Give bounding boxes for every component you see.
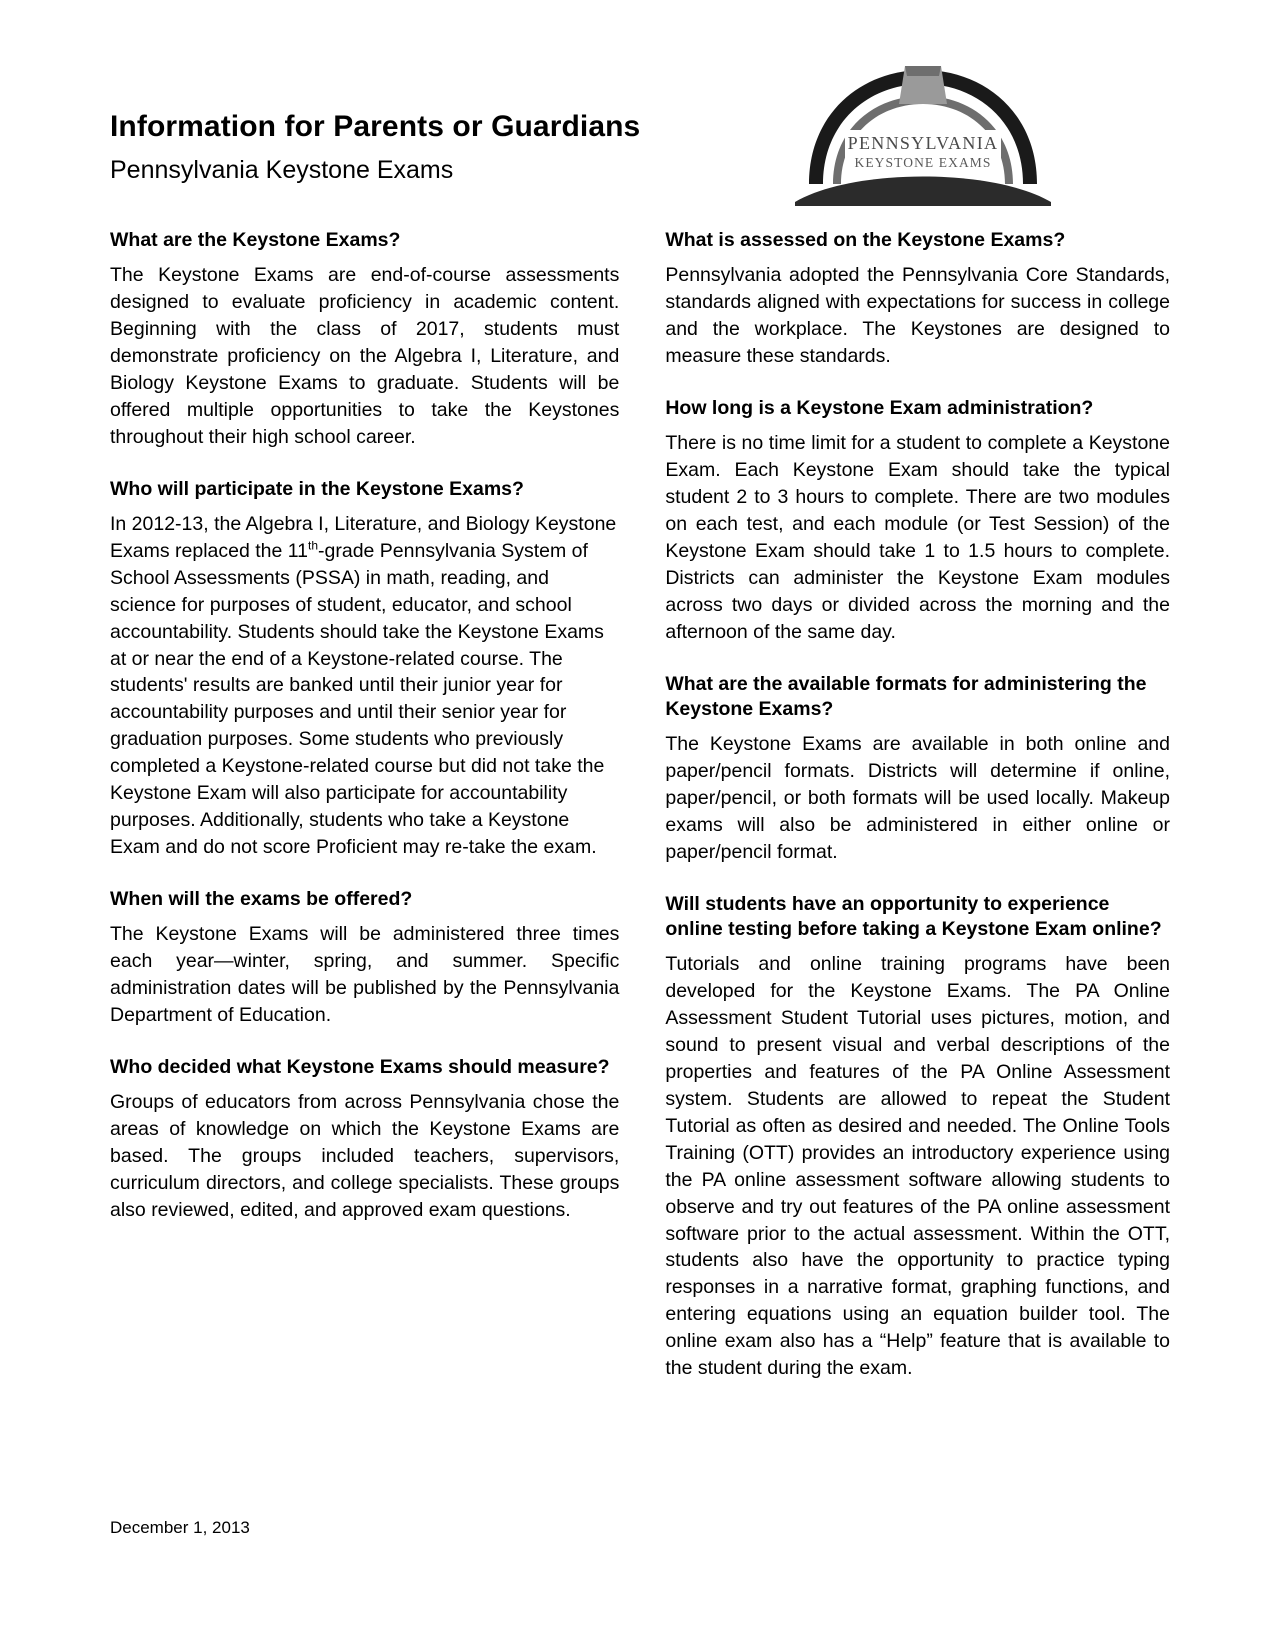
faq-item <box>110 228 619 451</box>
faq-question: What are the available formats for administering the Keystone Exams? <box>665 672 1147 720</box>
svg-text:KEYSTONE EXAMS: KEYSTONE EXAMS <box>854 155 992 170</box>
faq-question: Will students have an opportunity to experience online testing before taking a Keystone Exam online? <box>665 892 1162 941</box>
faq-item <box>110 477 619 861</box>
faq-answer: There is no time limit for a student to complete a Keystone Exam. Each Keystone Exam should take the typical student 2 to 3 hours to complete. There are two modules on each test, and each module (or Test Session) of the Keystone Exam should take 1 to 1.5 hours to complete. Districts can administer the Keystone Exam modules across two days or divided across the morning and the afternoon of the same day. <box>665 432 1170 643</box>
faq-answer-pre: In 2012-13, the Algebra I, Literature, and Biology Keystone Exams replaced the 11 <box>110 513 617 562</box>
faq-item <box>110 1055 619 1224</box>
document-header <box>110 96 1165 246</box>
faq-answer: The Keystone Exams will be administered three times each year—winter, spring, and summer. Specific administration dates will be published by the Pennsylvania Department of Education. <box>110 923 620 1026</box>
faq-answer: The Keystone Exams are end-of-course assessments designed to evaluate proficiency in academic content. Beginning with the class of 2017, students must demonstrate proficiency on the Algebra I, Literature, and Biology Keystone Exams to graduate. Students will be offered multiple opportunities to take the Keystones throughout their high school career. <box>110 264 620 448</box>
faq-question: How long is a Keystone Exam administration? <box>665 396 1094 419</box>
faq-answer: Tutorials and online training programs have been developed for the Keystone Exams. The PA Online Assessment Student Tutorial uses pictures, motion, and sound to present visual and verbal descriptions of the properties and features of the PA Online Assessment system. Students are allowed to repeat the Student Tutorial as often as desired and needed. The Online Tools Training (OTT) provides an introductory experience using the PA online assessment software allowing students to observe and try out features of the PA online assessment software prior to the actual assessment. Within the OTT, students also have the opportunity to practice typing responses in a narrative format, graphing functions, and entering equations using an equation builder tool. The online exam also has a “Help” feature that is available to the student during the exam. <box>665 953 1170 1380</box>
page-subtitle: Pennsylvania Keystone Exams <box>110 156 454 184</box>
faq-item <box>665 672 1170 866</box>
faq-answer: Groups of educators from across Pennsylvania chose the areas of knowledge on which the Keystone Exams are based. The groups included teachers, supervisors, curriculum directors, and college specialists. These groups also reviewed, edited, and approved exam questions. <box>110 1091 620 1221</box>
faq-item <box>665 892 1170 1382</box>
faq-answer-post: -grade Pennsylvania System of School Assessments (PSSA) in math, reading, and science for purposes of student, educator, and school accountability. Students should take the Keystone Exams at or near the end of a Keystone-related course. The students' results are banked until their junior year for accountability purposes and until their senior year for graduation purposes. Some students who previously completed a Keystone-related course but did not take the Keystone Exam will also participate for accountability purposes. Additionally, students who take a Keystone Exam and do not score Proficient may re-take the exam. <box>110 539 605 858</box>
faq-question: What is assessed on the Keystone Exams? <box>665 229 1066 251</box>
faq-answer: Pennsylvania adopted the Pennsylvania Core Standards, standards aligned with expectations for success in college and the workplace. The Keystones are designed to measure these standards. <box>665 264 1170 368</box>
ordinal-suffix: th <box>308 538 319 553</box>
faq-item <box>110 887 619 1029</box>
two-column-body <box>110 228 1170 1408</box>
right-column <box>665 228 1170 1408</box>
faq-item <box>665 396 1170 646</box>
faq-question: What are the Keystone Exams? <box>110 229 401 251</box>
faq-item <box>665 228 1170 370</box>
faq-question: Who decided what Keystone Exams should measure? <box>110 1055 610 1078</box>
faq-answer: The Keystone Exams are available in both online and paper/pencil formats. Districts will determine if online, paper/pencil, or both formats will be used locally. Makeup exams will also be administered in either online or paper/pencil format. <box>665 733 1170 863</box>
faq-question: When will the exams be offered? <box>110 887 413 910</box>
document-date: December 1, 2013 <box>110 1518 250 1537</box>
faq-question: Who will participate in the Keystone Exams? <box>110 477 524 500</box>
left-column <box>110 228 619 1408</box>
pennsylvania-keystone-exams-logo <box>793 56 1053 206</box>
svg-text:PENNSYLVANIA: PENNSYLVANIA <box>847 133 999 153</box>
title-block <box>110 110 750 185</box>
faq-answer <box>110 511 619 861</box>
page-title: Information for Parents or Guardians <box>110 110 641 143</box>
